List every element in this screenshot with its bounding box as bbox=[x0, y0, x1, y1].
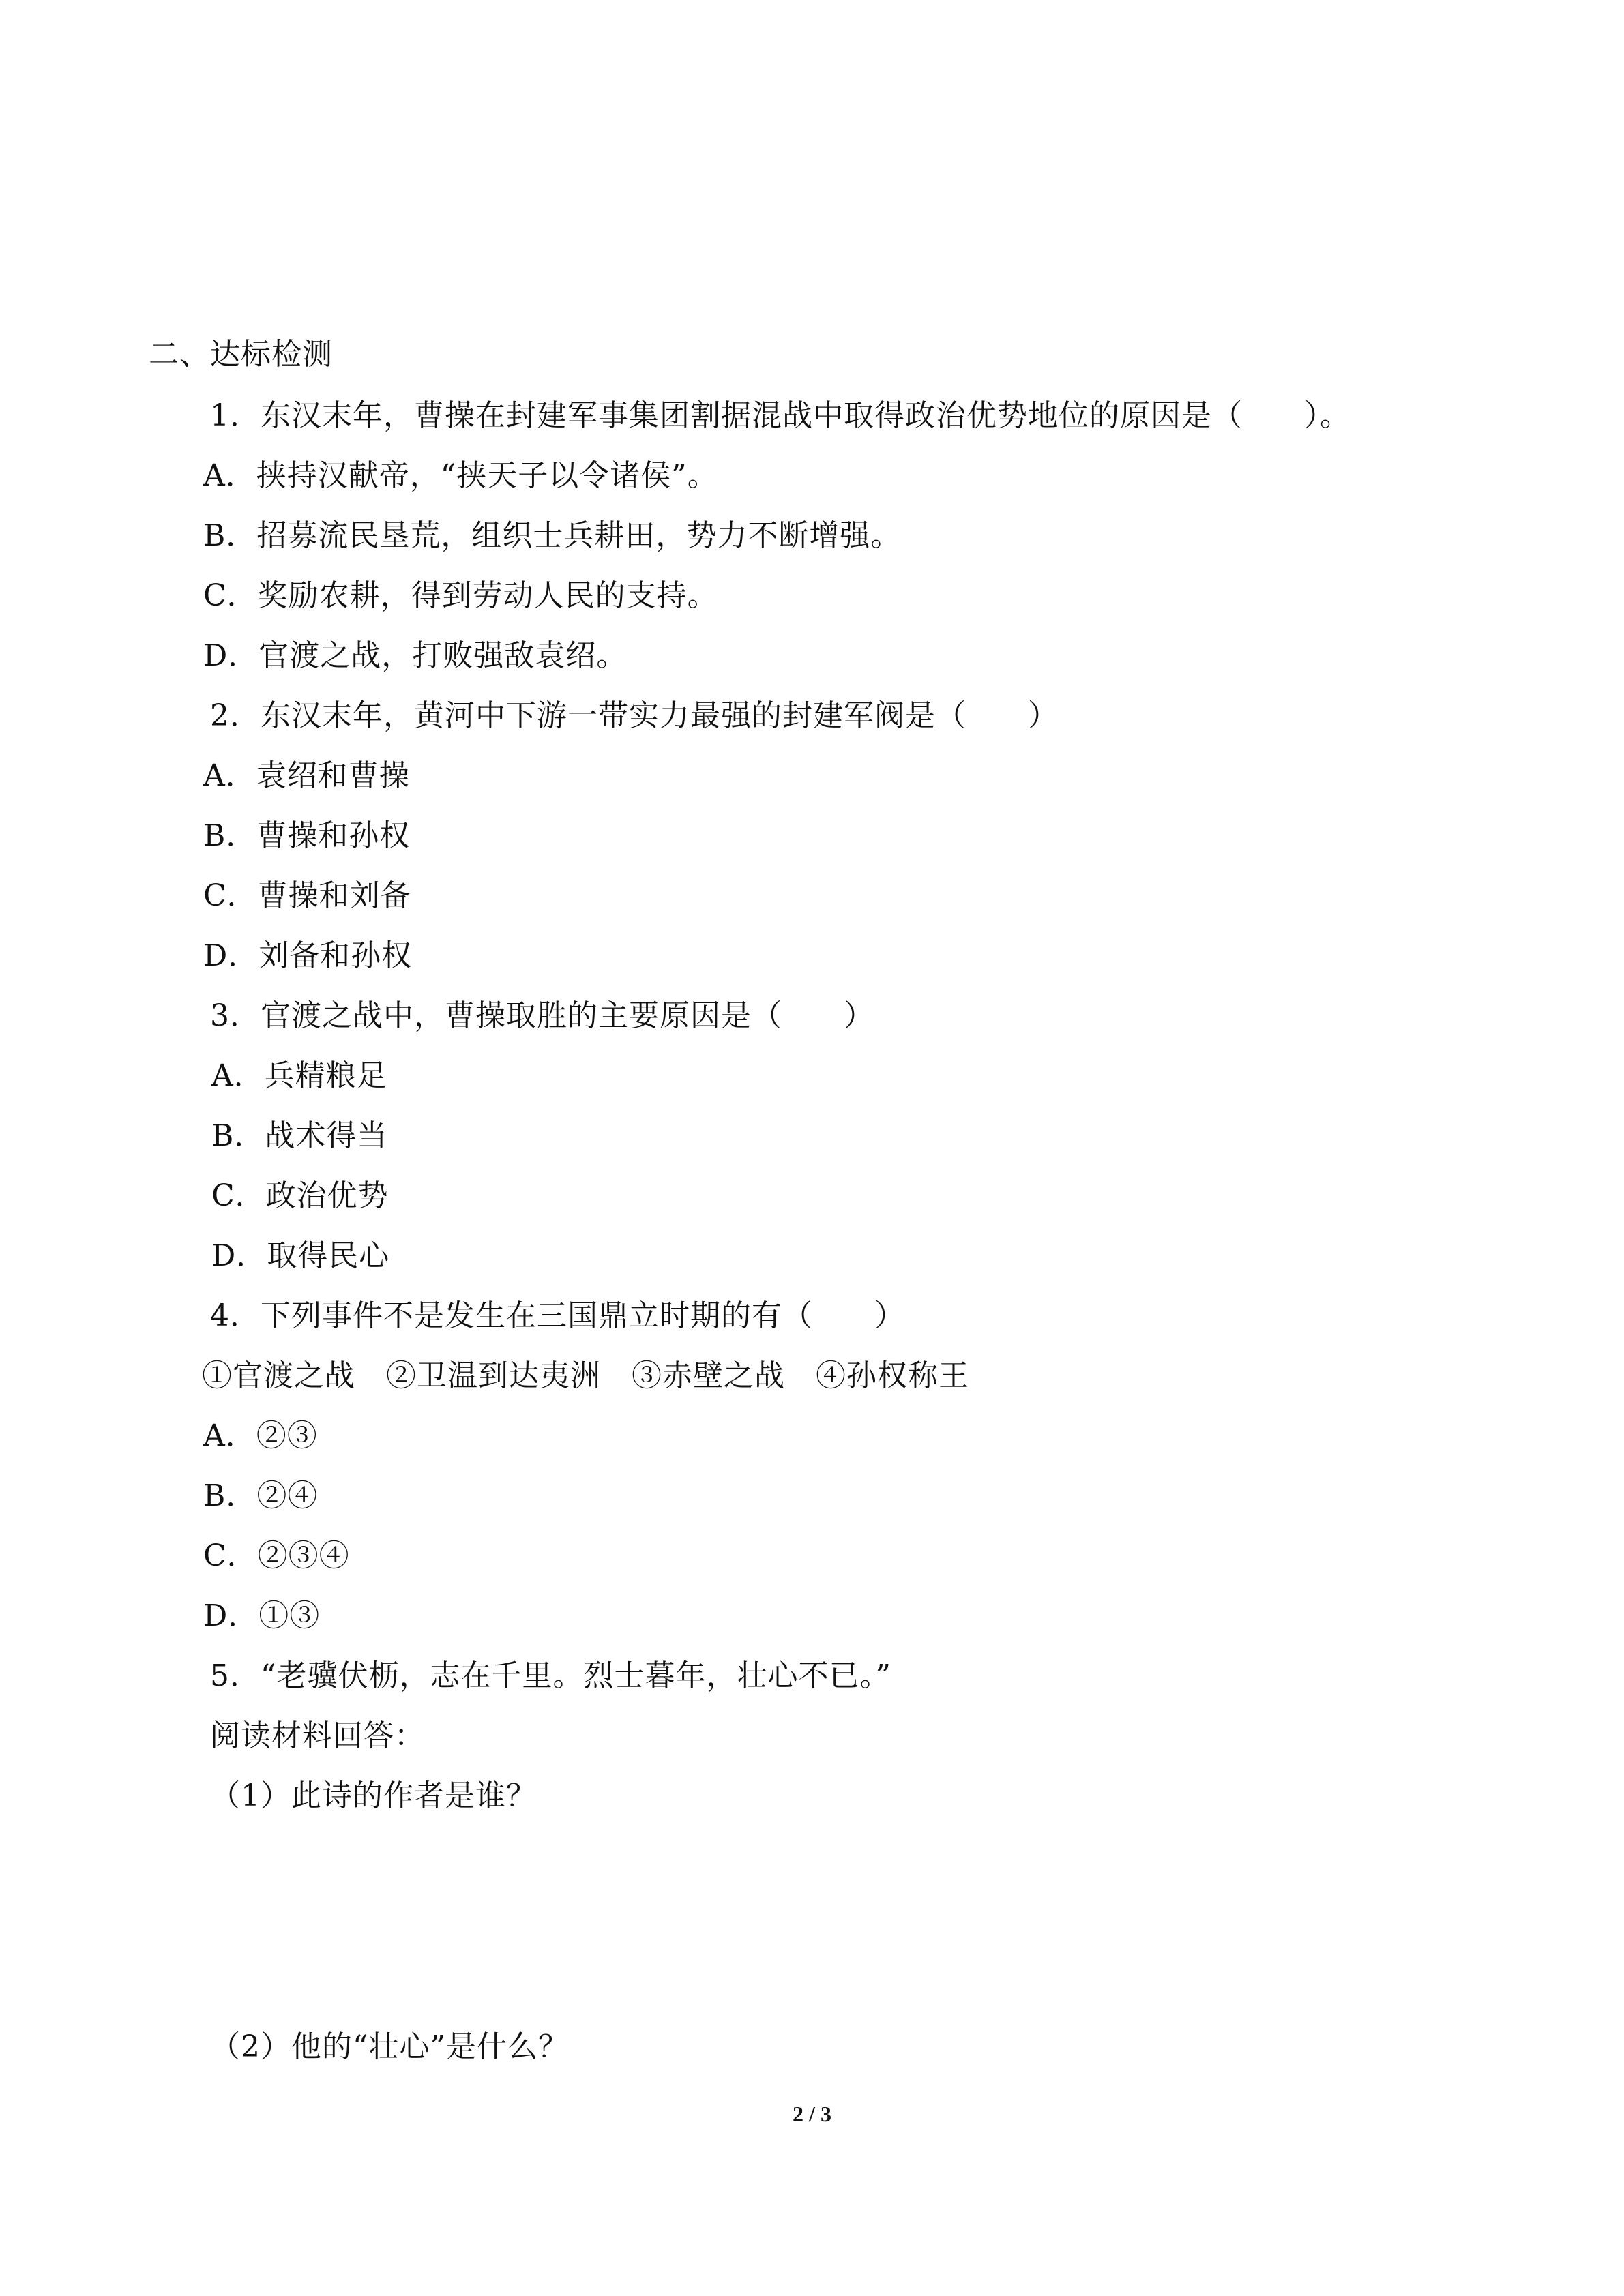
question-3-option-a: A．兵精粮足 bbox=[211, 1058, 387, 1093]
question-1-option-a: A．挟持汉献帝，“挟天子以令诸侯”。 bbox=[203, 458, 718, 493]
question-1-option-c: C．奖励农耕，得到劳动人民的支持。 bbox=[203, 578, 718, 613]
question-4-events: ①官渡之战 ②卫温到达夷洲 ③赤壁之战 ④孙权称王 bbox=[202, 1358, 969, 1393]
page-number: 2 / 3 bbox=[793, 2102, 831, 2126]
question-4-option-d: D．①③ bbox=[203, 1598, 321, 1633]
question-3-option-d: D．取得民心 bbox=[211, 1238, 390, 1273]
question-4-stem: 4．下列事件不是发生在三国鼎立时期的有（ ） bbox=[210, 1298, 905, 1333]
question-5-subquestion-2: （2）他的“壮心”是什么？ bbox=[210, 2029, 569, 2064]
question-2-option-a: A．袁绍和曹操 bbox=[203, 758, 410, 793]
question-5-instruction: 阅读材料回答： bbox=[210, 1718, 425, 1753]
question-1-option-d: D．官渡之战，打败强敌袁绍。 bbox=[203, 638, 628, 673]
question-4-option-b: B．②④ bbox=[203, 1478, 319, 1513]
question-1-stem: 1．东汉末年，曹操在封建军事集团割据混战中取得政治优势地位的原因是（ ）。 bbox=[210, 398, 1350, 433]
question-2-option-d: D．刘备和孙权 bbox=[203, 938, 413, 973]
question-3-option-c: C．政治优势 bbox=[211, 1178, 389, 1213]
question-5-stem: 5．“老骥伏枥，志在千里。烈士暮年，壮心不已。” bbox=[210, 1658, 891, 1693]
question-4-option-a: A．②③ bbox=[203, 1418, 318, 1453]
section-title: 二、达标检测 bbox=[149, 337, 333, 372]
question-1-option-b: B．招募流民垦荒，组织士兵耕田，势力不断增强。 bbox=[203, 518, 902, 553]
question-4-option-c: C．②③④ bbox=[203, 1538, 350, 1573]
question-3-stem: 3．官渡之战中，曹操取胜的主要原因是（ ） bbox=[210, 998, 874, 1033]
question-5-subquestion-1: （1）此诗的作者是谁？ bbox=[210, 1778, 537, 1813]
question-3-option-b: B．战术得当 bbox=[211, 1118, 388, 1153]
question-2-option-c: C．曹操和刘备 bbox=[203, 878, 411, 913]
question-2-option-b: B．曹操和孙权 bbox=[203, 818, 411, 853]
question-2-stem: 2．东汉末年，黄河中下游一带实力最强的封建军阀是（ ） bbox=[210, 698, 1059, 733]
